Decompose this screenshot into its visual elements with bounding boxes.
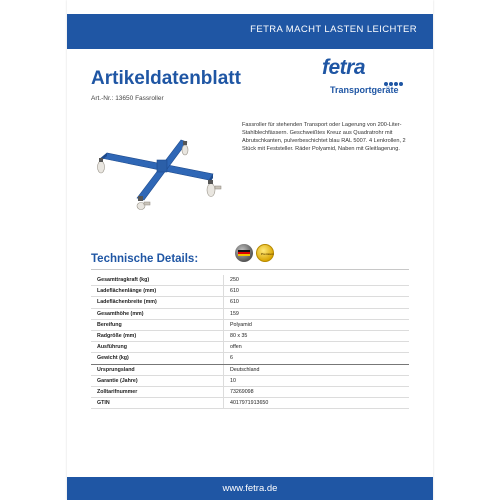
datasheet-page [67, 0, 433, 500]
spec-row [91, 353, 409, 364]
spec-value: 6 [224, 353, 410, 364]
page-title: Artikeldatenblatt [91, 68, 241, 89]
specs-table [91, 275, 409, 409]
spec-row [91, 297, 409, 308]
spec-row [91, 364, 409, 375]
spec-label: GTIN [91, 398, 224, 409]
spec-row [91, 286, 409, 297]
footer-url[interactable]: www.fetra.de [222, 483, 278, 494]
spec-row [91, 330, 409, 341]
spec-label: Ladeflächenlänge (mm) [91, 286, 224, 297]
spec-label: Ladeflächenbreite (mm) [91, 297, 224, 308]
spec-label: Gewicht (kg) [91, 353, 224, 364]
spec-label: Gesamthöhe (mm) [91, 308, 224, 319]
article-number: Art.-Nr.: 13650 Fassroller [91, 95, 164, 102]
spec-label: Garantie (Jahre) [91, 375, 224, 386]
spec-value: 159 [224, 308, 410, 319]
spec-row [91, 275, 409, 286]
spec-label: Ausführung [91, 342, 224, 353]
spec-row [91, 375, 409, 386]
spec-value: 10 [224, 375, 410, 386]
spec-label: Bereifung [91, 319, 224, 330]
spec-row [91, 398, 409, 409]
spec-row [91, 319, 409, 330]
spec-label: Gesamttragkraft (kg) [91, 275, 224, 286]
section-divider [91, 269, 409, 270]
spec-label: Zolltarifnummer [91, 386, 224, 397]
footer-band [67, 477, 433, 500]
spec-value: offen [224, 342, 410, 353]
spec-row [91, 386, 409, 397]
spec-row [91, 342, 409, 353]
spec-label: Radgröße (mm) [91, 330, 224, 341]
product-description: Fassroller für stehenden Transport oder Lagerung von 200-Liter-Stahlblechfässern. Geschweißtes Kreuz aus Quadratrohr mit Abrutschkanten, pulverbeschichtet blau RAL 5007. 4 Lenkrollen, 2 Stück mit Feststeller. Räder Polyamid, Naben mit Gleitlagerung. [242, 122, 406, 152]
spec-value: 4017971913650 [224, 398, 410, 409]
drum-trolley-image [89, 120, 239, 210]
spec-value: 73269098 [224, 386, 410, 397]
header-tagline: FETRA MACHT LASTEN LEICHTER [250, 24, 417, 35]
spec-label: Ursprungsland [91, 364, 224, 375]
spec-value: 610 [224, 297, 410, 308]
quality-gold-badge [256, 244, 274, 262]
spec-value: 80 x 35 [224, 330, 410, 341]
spec-value: 610 [224, 286, 410, 297]
logo-wordmark: fetra [322, 56, 366, 79]
spec-value: Deutschland [224, 364, 410, 375]
spec-row [91, 308, 409, 319]
spec-value: 250 [224, 275, 410, 286]
spec-value: Polyamid [224, 319, 410, 330]
quality-badge-text: Premium [261, 252, 274, 256]
specs-title: Technische Details: [91, 253, 199, 265]
header-band [67, 14, 433, 49]
made-in-germany-badge [235, 244, 253, 262]
logo-claim: Transportgeräte [330, 85, 399, 95]
fetra-logo [320, 56, 410, 104]
